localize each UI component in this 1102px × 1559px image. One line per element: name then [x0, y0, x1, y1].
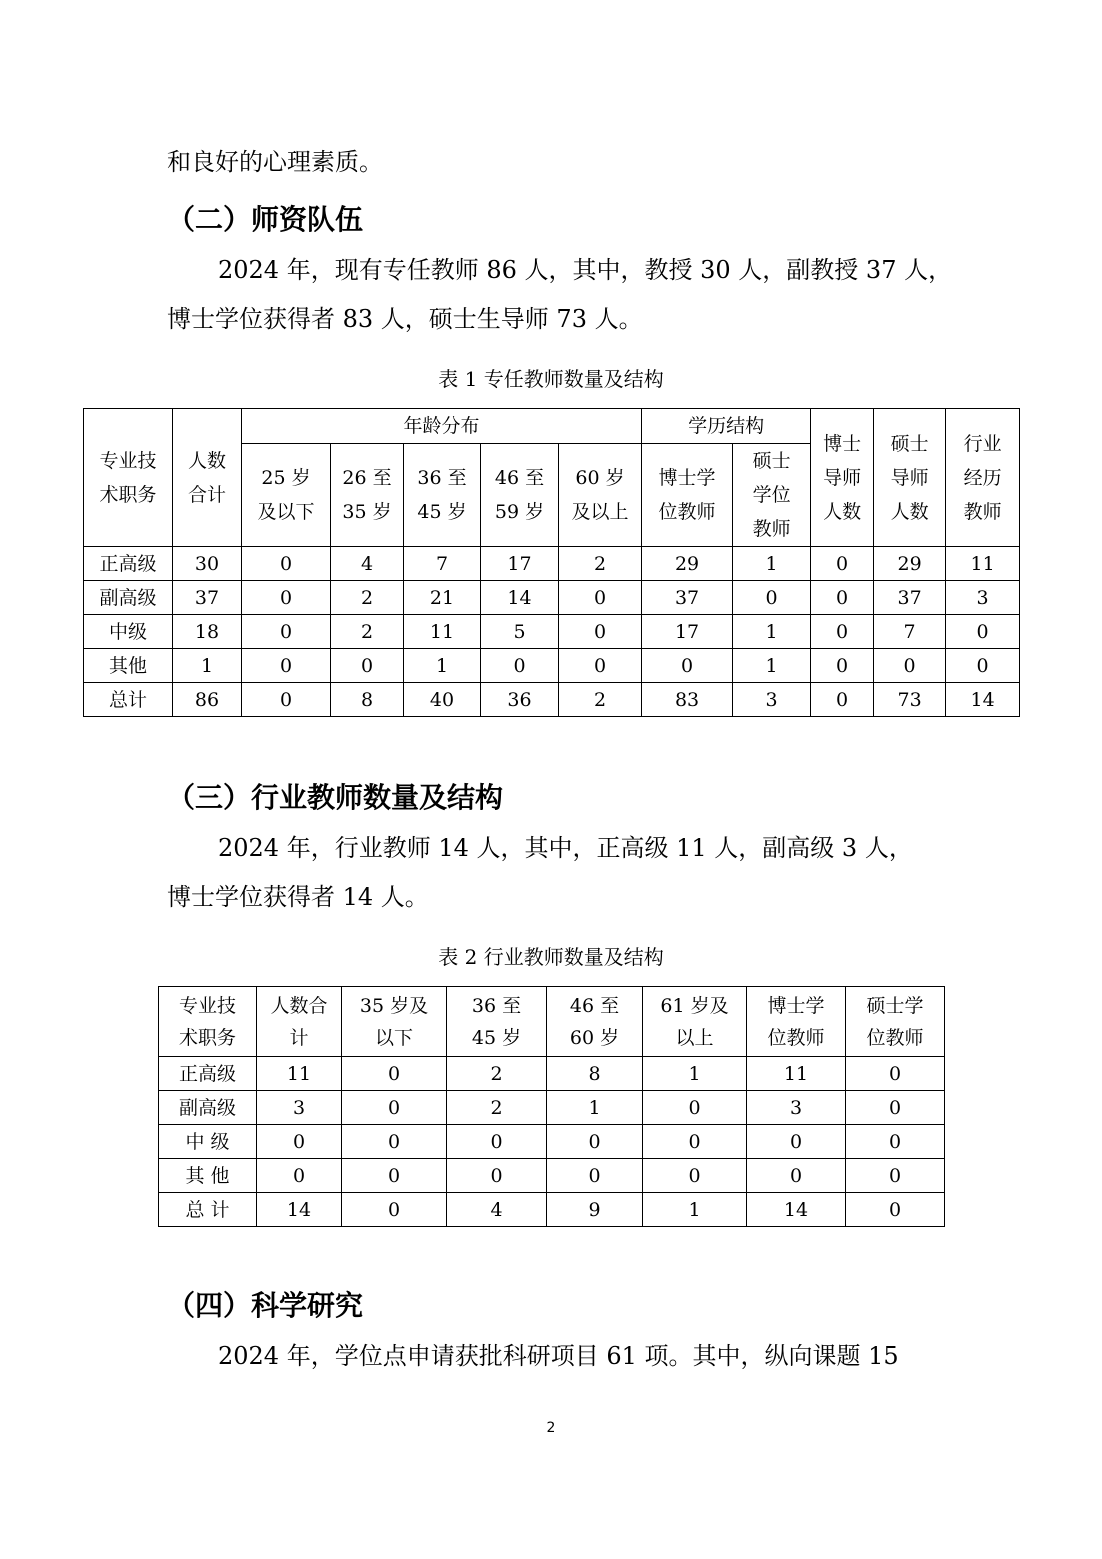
table1-header-age-col: 26 至 35 岁	[331, 444, 404, 547]
table1-cell: 17	[642, 615, 733, 649]
table2-cell: 0	[846, 1159, 945, 1193]
table2-header-cell: 博士学 位教师	[747, 987, 846, 1057]
table2-cell: 0	[447, 1125, 547, 1159]
table2-cell: 0	[846, 1057, 945, 1091]
table1-header-row	[84, 409, 1020, 444]
table2-cell: 0	[342, 1159, 447, 1193]
table2-cell: 2	[447, 1091, 547, 1125]
table2-cell: 3	[257, 1091, 342, 1125]
table1-header-age-col: 60 岁 及以上	[559, 444, 642, 547]
table2-cell: 0	[342, 1057, 447, 1091]
table1-cell: 2	[559, 683, 642, 717]
table2-cell: 0	[747, 1125, 846, 1159]
table2-header-cell: 硕士学 位教师	[846, 987, 945, 1057]
table1-cell: 11	[946, 547, 1020, 581]
table1-header-title: 专业技 术职务	[84, 409, 173, 547]
table1-cell: 37	[874, 581, 946, 615]
table1-header-doctoral-supervisors: 博士 导师 人数	[811, 409, 874, 547]
industry-paragraph-line1: 2024 年，行业教师 14 人，其中，正高级 11 人，副高级 3 人，	[218, 834, 913, 862]
table2-cell: 0	[643, 1091, 747, 1125]
faculty-paragraph-line2: 博士学位获得者 83 人，硕士生导师 73 人。	[167, 305, 643, 333]
table2-row	[159, 1057, 945, 1091]
table2-cell: 9	[547, 1193, 643, 1227]
table2-cell: 0	[846, 1091, 945, 1125]
table1-cell: 37	[173, 581, 242, 615]
table2-cell: 0	[257, 1159, 342, 1193]
table1-cell: 2	[559, 547, 642, 581]
table2-row	[159, 1125, 945, 1159]
table1-row	[84, 547, 1020, 581]
table2-cell: 14	[747, 1193, 846, 1227]
table2-header-cell: 专业技 术职务	[159, 987, 257, 1057]
table1-cell: 37	[642, 581, 733, 615]
page-number: 2	[546, 1420, 556, 1436]
table2-cell: 8	[547, 1057, 643, 1091]
table1-header-edu-group: 学历结构	[642, 409, 811, 444]
table1-cell: 1	[733, 649, 811, 683]
table1-cell: 0	[811, 581, 874, 615]
table2-cell: 0	[846, 1193, 945, 1227]
table1-faculty-structure	[83, 408, 1020, 717]
table1-cell: 29	[642, 547, 733, 581]
table1-row-label: 其他	[84, 649, 173, 683]
table1-cell: 17	[481, 547, 559, 581]
table1-header-industry: 行业 经历 教师	[946, 409, 1020, 547]
table1-cell: 0	[242, 649, 331, 683]
table1-row-label: 正高级	[84, 547, 173, 581]
table1-cell: 83	[642, 683, 733, 717]
table1-cell: 0	[331, 649, 404, 683]
table1-header-age-col: 46 至 59 岁	[481, 444, 559, 547]
intro-paragraph: 和良好的心理素质。	[167, 148, 383, 176]
table2-caption: 表 2 行业教师数量及结构	[438, 945, 664, 969]
table2-cell: 4	[447, 1193, 547, 1227]
table2-cell: 0	[257, 1125, 342, 1159]
table1-cell: 86	[173, 683, 242, 717]
table2-row-label: 副高级	[159, 1091, 257, 1125]
table2-row-label: 总 计	[159, 1193, 257, 1227]
table1-cell: 0	[733, 581, 811, 615]
table1-row	[84, 649, 1020, 683]
table1-cell: 2	[331, 581, 404, 615]
table1-row	[84, 581, 1020, 615]
table1-cell: 73	[874, 683, 946, 717]
research-paragraph-line1: 2024 年，学位点申请获批科研项目 61 项。其中，纵向课题 15	[218, 1342, 899, 1370]
table2-cell: 11	[747, 1057, 846, 1091]
table2-header-cell: 46 至 60 岁	[547, 987, 643, 1057]
table2-row-label: 其 他	[159, 1159, 257, 1193]
table2-cell: 0	[547, 1125, 643, 1159]
table2-cell: 0	[547, 1159, 643, 1193]
table1-cell: 1	[173, 649, 242, 683]
table1-cell: 0	[242, 683, 331, 717]
table2-cell: 14	[257, 1193, 342, 1227]
table1-header-total: 人数 合计	[173, 409, 242, 547]
table1-caption: 表 1 专任教师数量及结构	[438, 367, 664, 391]
table1-header-edu-col: 硕士 学位 教师	[733, 444, 811, 547]
table1-cell: 0	[811, 547, 874, 581]
table2-header-row	[159, 987, 945, 1057]
table1-cell: 14	[946, 683, 1020, 717]
table2-header-cell: 61 岁及 以上	[643, 987, 747, 1057]
table2-cell: 0	[342, 1193, 447, 1227]
table2-cell: 11	[257, 1057, 342, 1091]
table1-cell: 1	[404, 649, 481, 683]
table1-cell: 8	[331, 683, 404, 717]
table1-cell: 0	[242, 615, 331, 649]
table1-cell: 36	[481, 683, 559, 717]
table1-cell: 0	[642, 649, 733, 683]
table2-cell: 0	[342, 1125, 447, 1159]
table1-cell: 0	[481, 649, 559, 683]
table1-row	[84, 615, 1020, 649]
table2-cell: 0	[643, 1125, 747, 1159]
table1-cell: 18	[173, 615, 242, 649]
table1-header-age-col: 25 岁 及以下	[242, 444, 331, 547]
table2-row-label: 正高级	[159, 1057, 257, 1091]
table1-cell: 0	[811, 683, 874, 717]
table2-row	[159, 1193, 945, 1227]
table1-cell: 0	[559, 615, 642, 649]
table1-cell: 0	[559, 581, 642, 615]
table2-cell: 0	[447, 1159, 547, 1193]
table1-cell: 5	[481, 615, 559, 649]
table1-cell: 0	[559, 649, 642, 683]
industry-paragraph-line2: 博士学位获得者 14 人。	[167, 883, 429, 911]
table2-header-cell: 36 至 45 岁	[447, 987, 547, 1057]
table1-cell: 1	[733, 547, 811, 581]
table1-cell: 0	[811, 649, 874, 683]
table1-cell: 0	[946, 649, 1020, 683]
table1-cell: 0	[242, 547, 331, 581]
table1-row	[84, 683, 1020, 717]
table2-header-cell: 35 岁及 以下	[342, 987, 447, 1057]
table1-cell: 2	[331, 615, 404, 649]
table1-cell: 14	[481, 581, 559, 615]
table2-cell: 1	[547, 1091, 643, 1125]
table1-cell: 0	[874, 649, 946, 683]
section-heading-industry: （三）行业教师数量及结构	[167, 781, 504, 814]
table1-cell: 40	[404, 683, 481, 717]
table2-cell: 0	[342, 1091, 447, 1125]
table2-cell: 0	[747, 1159, 846, 1193]
table1-cell: 3	[946, 581, 1020, 615]
table2-cell: 3	[747, 1091, 846, 1125]
table2-cell: 1	[643, 1193, 747, 1227]
table2-cell: 0	[643, 1159, 747, 1193]
table1-cell: 1	[733, 615, 811, 649]
table2-row-label: 中 级	[159, 1125, 257, 1159]
table2-row	[159, 1091, 945, 1125]
table1-cell: 0	[946, 615, 1020, 649]
table1-cell: 0	[242, 581, 331, 615]
table1-header-master-supervisors: 硕士 导师 人数	[874, 409, 946, 547]
table1-row-label: 中级	[84, 615, 173, 649]
table2-cell: 0	[846, 1125, 945, 1159]
table1-cell: 7	[874, 615, 946, 649]
table1-header-edu-col: 博士学 位教师	[642, 444, 733, 547]
faculty-paragraph-line1: 2024 年，现有专任教师 86 人，其中，教授 30 人，副教授 37 人，	[218, 256, 953, 284]
table2-industry-structure	[158, 986, 945, 1227]
table1-header-age-group: 年龄分布	[242, 409, 642, 444]
table2-header-cell: 人数合 计	[257, 987, 342, 1057]
table1-row-label: 副高级	[84, 581, 173, 615]
section-heading-faculty: （二）师资队伍	[167, 203, 364, 236]
table1-row-label: 总计	[84, 683, 173, 717]
table1-cell: 11	[404, 615, 481, 649]
table1-cell: 3	[733, 683, 811, 717]
table1-cell: 29	[874, 547, 946, 581]
table1-cell: 7	[404, 547, 481, 581]
table2-cell: 2	[447, 1057, 547, 1091]
table1-cell: 30	[173, 547, 242, 581]
table2-cell: 1	[643, 1057, 747, 1091]
table1-cell: 0	[811, 615, 874, 649]
section-heading-research: （四）科学研究	[167, 1289, 364, 1322]
table2-row	[159, 1159, 945, 1193]
table1-cell: 4	[331, 547, 404, 581]
table1-cell: 21	[404, 581, 481, 615]
table1-header-age-col: 36 至 45 岁	[404, 444, 481, 547]
